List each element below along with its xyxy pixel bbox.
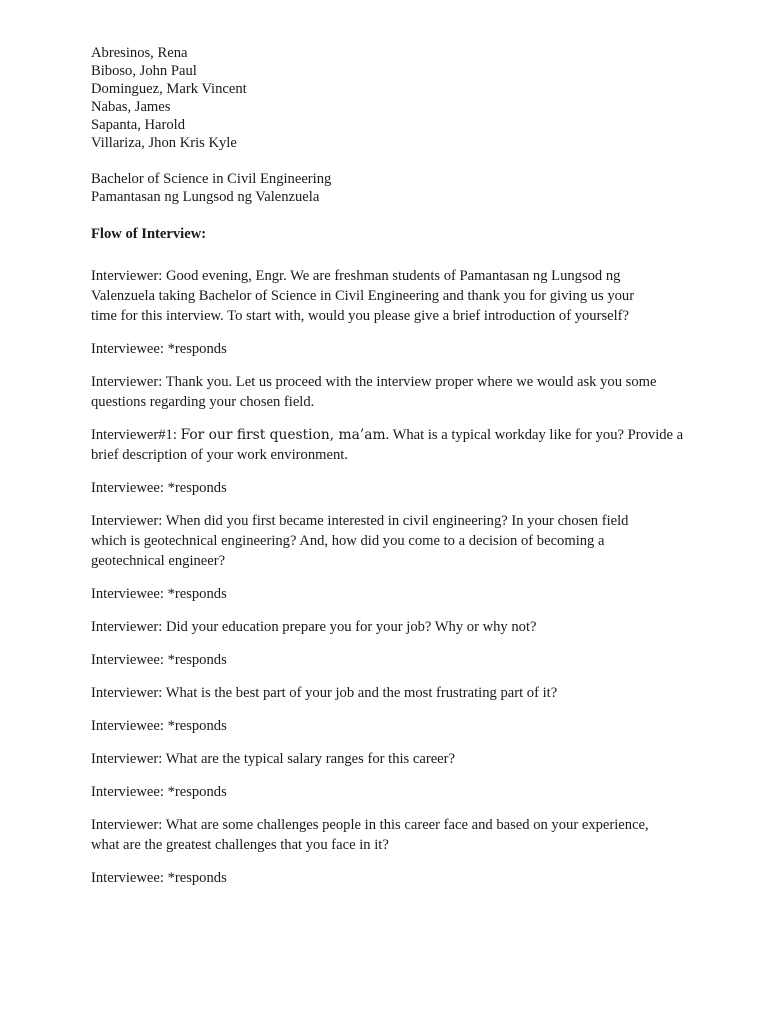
author-name: Dominguez, Mark Vincent (91, 81, 247, 97)
paragraph-line: Interviewee: *responds (91, 586, 227, 602)
interview-paragraph (91, 716, 691, 736)
interview-paragraph (91, 683, 691, 703)
paragraph-line: questions regarding your chosen field. (91, 394, 315, 410)
paragraph-line: Interviewee: *responds (91, 480, 227, 496)
paragraph-line: Interviewee: *responds (91, 784, 227, 800)
interview-paragraph (91, 425, 691, 465)
interview-paragraph (91, 478, 691, 498)
document-page (91, 44, 691, 901)
interview-paragraph (91, 650, 691, 670)
paragraph-line: what are the greatest challenges that you face in it? (91, 837, 389, 853)
interview-paragraph (91, 584, 691, 604)
interview-paragraph (91, 815, 691, 855)
interview-paragraph (91, 782, 691, 802)
paragraph-line: Interviewer: Good evening, Engr. We are freshman students of Pamantasan ng Lungsod ng (91, 268, 621, 284)
paragraph-line: Interviewer: When did you first became interested in civil engineering? In your chosen field (91, 513, 629, 529)
affiliation-block (91, 170, 691, 206)
interview-paragraph (91, 511, 691, 571)
paragraph-line: Interviewer: Did your education prepare you for your job? Why or why not? (91, 619, 537, 635)
paragraph-line: Interviewer: What are the typical salary ranges for this career? (91, 751, 455, 767)
interview-paragraph (91, 617, 691, 637)
author-name: Biboso, John Paul (91, 63, 197, 79)
paragraph-line: Interviewer: What is the best part of your job and the most frustrating part of it? (91, 685, 558, 701)
interview-paragraph (91, 868, 691, 888)
author-name: Sapanta, Harold (91, 117, 186, 133)
interview-paragraph (91, 339, 691, 359)
paragraph-text: Interviewer#1: (91, 427, 181, 443)
author-name: Nabas, James (91, 99, 171, 115)
paragraph-line: brief description of your work environment. (91, 447, 348, 463)
author-name: Villariza, Jhon Kris Kyle (91, 135, 237, 151)
degree-program: Bachelor of Science in Civil Engineering (91, 171, 332, 187)
paragraph-line: which is geotechnical engineering? And, how did you come to a decision of becoming a (91, 533, 605, 549)
paragraph-line: Interviewer: What are some challenges people in this career face and based on your experience, (91, 817, 649, 833)
paragraph-text: . What is a typical workday like for you? Provide a (385, 427, 684, 443)
paragraph-line: geotechnical engineer? (91, 553, 226, 569)
section-heading: Flow of Interview: (91, 226, 207, 242)
interview-paragraph (91, 372, 691, 412)
interview-paragraph (91, 749, 691, 769)
author-list (91, 44, 691, 152)
author-name: Abresinos, Rena (91, 45, 188, 61)
paragraph-line: Interviewee: *responds (91, 718, 227, 734)
paragraph-line: Interviewee: *responds (91, 652, 227, 668)
paragraph-line (91, 425, 691, 445)
paragraph-line: time for this interview. To start with, would you please give a brief introduction of yourself? (91, 308, 630, 324)
interview-paragraph (91, 266, 691, 326)
paragraph-line: Interviewee: *responds (91, 870, 227, 886)
paragraph-line: Valenzuela taking Bachelor of Science in Civil Engineering and thank you for giving us your (91, 288, 635, 304)
interview-flow (91, 266, 691, 888)
school-name: Pamantasan ng Lungsod ng Valenzuela (91, 189, 320, 205)
paragraph-line: Interviewee: *responds (91, 341, 227, 357)
paragraph-line: Interviewer: Thank you. Let us proceed with the interview proper where we would ask you some (91, 374, 657, 390)
paragraph-text: For our first question, ma’am (180, 427, 386, 443)
